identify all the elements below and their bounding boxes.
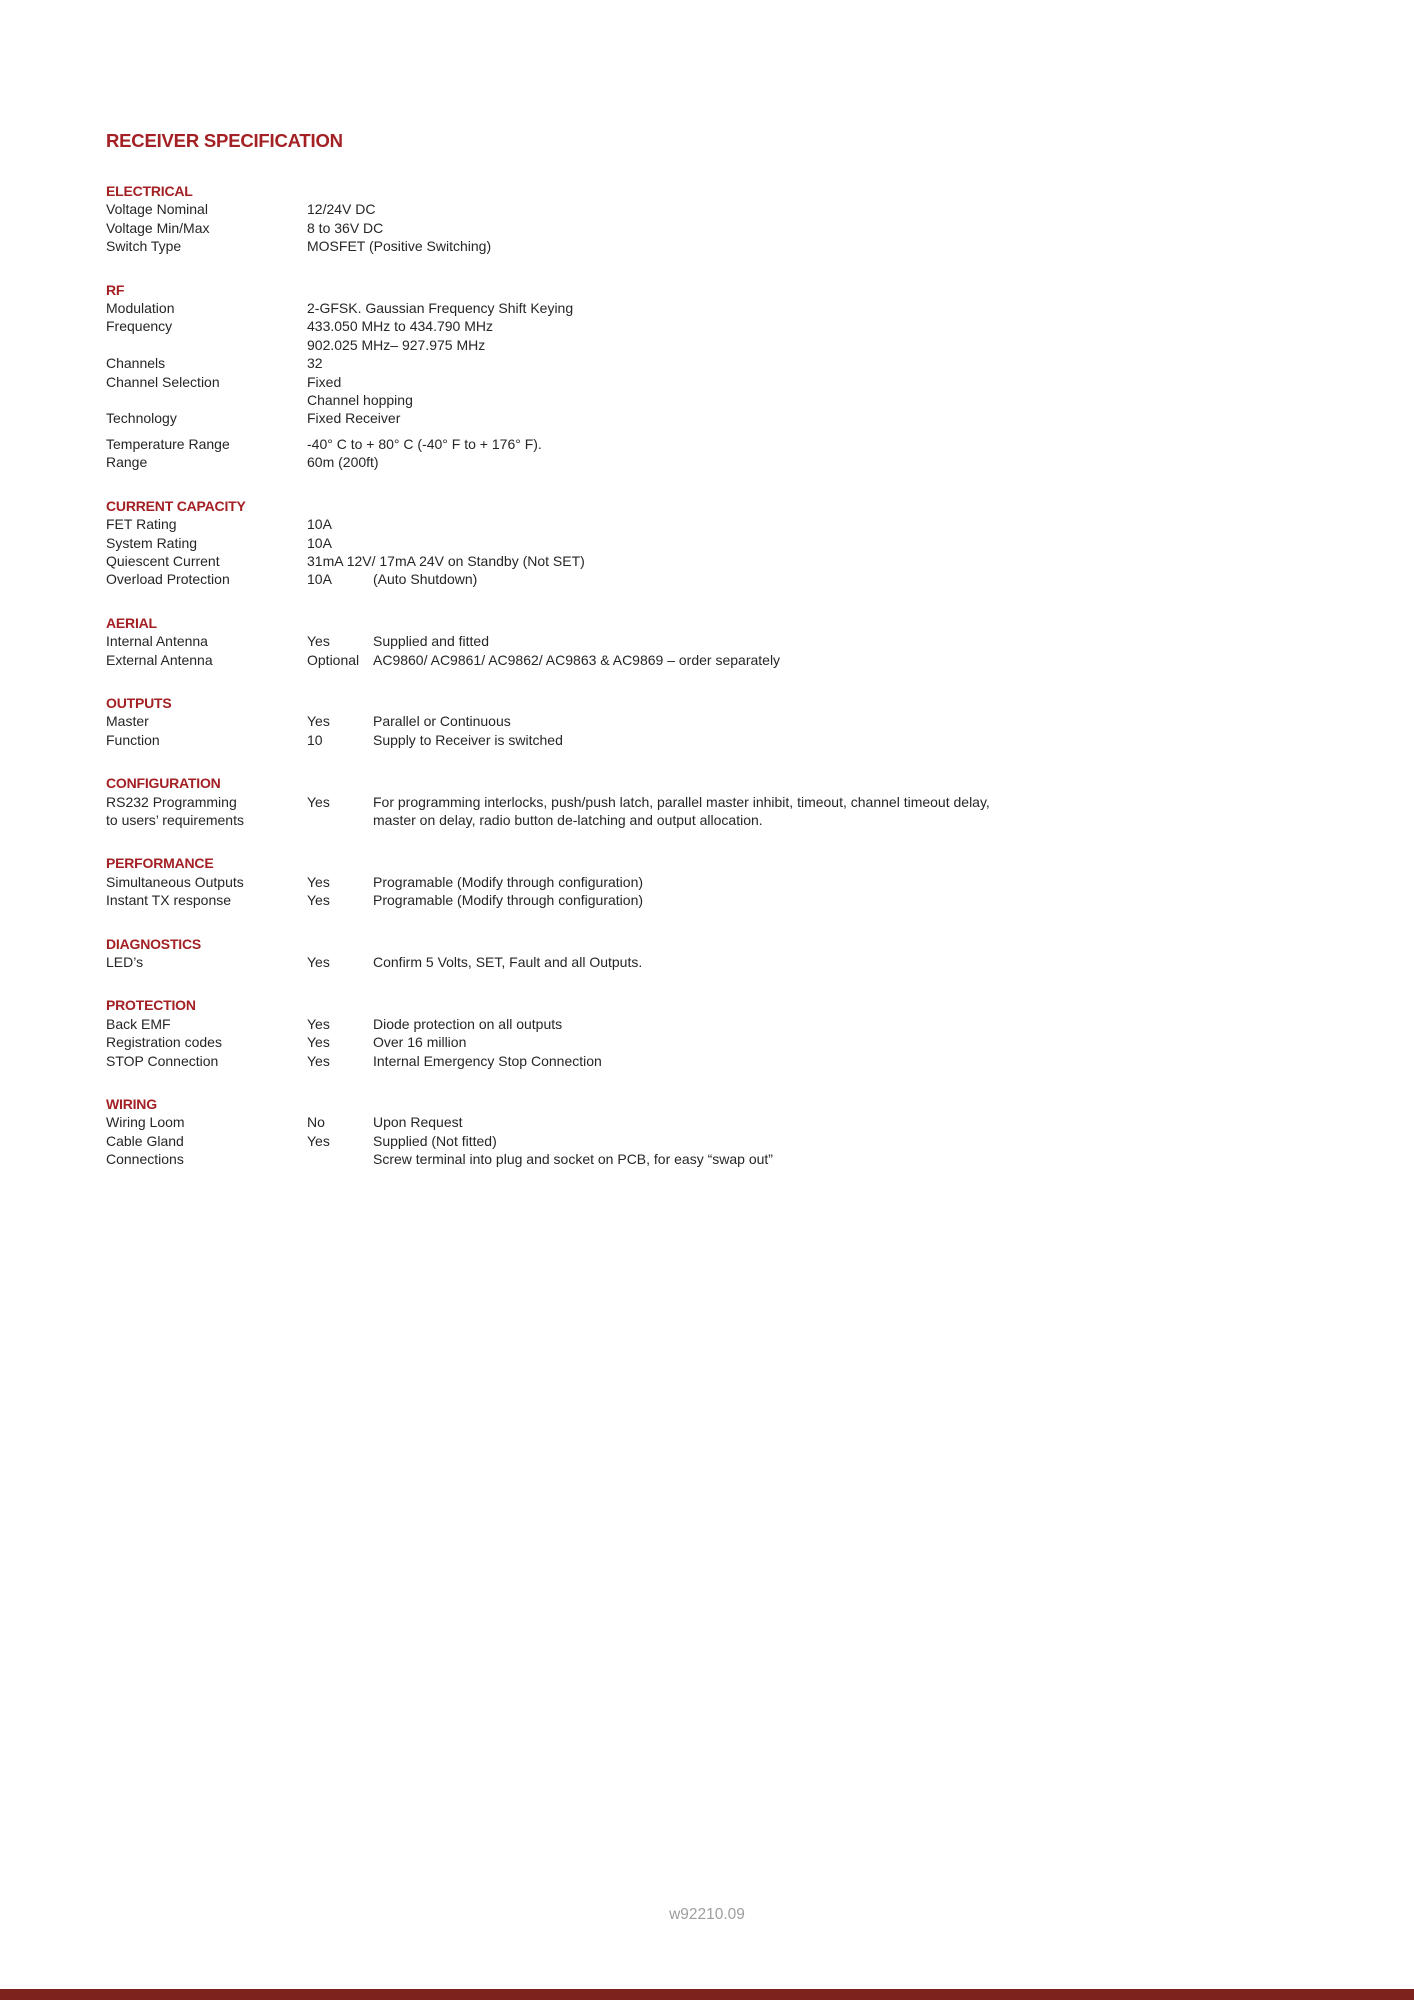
section-header-wiring: WIRING (106, 1096, 157, 1113)
spec-row (106, 731, 1364, 749)
spec-row (106, 1132, 1364, 1150)
spec-value: Yes (307, 1132, 330, 1149)
spec-value: Yes (307, 633, 330, 650)
spec-value: Yes (307, 1015, 330, 1032)
spec-label: Voltage Min/Max (106, 219, 210, 236)
section-configuration (106, 774, 1364, 829)
spec-value (307, 1150, 373, 1168)
spec-row (106, 219, 1364, 237)
spec-label: to users’ requirements (106, 811, 244, 828)
spec-row (106, 336, 1364, 354)
spec-label: Back EMF (106, 1015, 171, 1032)
spec-row (106, 570, 1364, 588)
spec-label (106, 391, 307, 409)
spec-label: FET Rating (106, 516, 177, 533)
spec-value: Yes (307, 873, 330, 890)
spec-row (106, 1052, 1364, 1070)
spec-value: 12/24V DC (307, 201, 376, 218)
footer-document-code: w92210.09 (669, 1906, 745, 1923)
page-title: RECEIVER SPECIFICATION (106, 130, 343, 151)
spec-label: Temperature Range (106, 435, 230, 452)
spec-desc (373, 515, 1364, 533)
spec-row (106, 1150, 1364, 1168)
spec-value: 10A (307, 534, 332, 551)
section-header-outputs: OUTPUTS (106, 694, 172, 711)
section-header-protection: PROTECTION (106, 997, 196, 1014)
spec-label: STOP Connection (106, 1052, 219, 1069)
spec-desc (373, 534, 1364, 552)
spec-desc: For programming interlocks, push/push latch, parallel master inhibit, timeout, channel timeout delay, (373, 793, 990, 810)
spec-value: Yes (307, 793, 330, 810)
spec-row (106, 1015, 1364, 1033)
spec-label: Overload Protection (106, 571, 230, 588)
spec-label: Function (106, 731, 160, 748)
spec-value: -40° C to + 80° C (-40° F to + 176° F). (307, 435, 542, 452)
section-header-electrical: ELECTRICAL (106, 183, 193, 199)
spec-value: Fixed Receiver (307, 410, 401, 427)
section-aerial (106, 614, 1364, 669)
section-outputs (106, 694, 1364, 749)
spec-desc (373, 237, 1364, 255)
spec-desc: Programable (Modify through configuration) (373, 873, 644, 890)
spec-label (106, 336, 307, 354)
spec-row (106, 391, 1364, 409)
spec-label: Range (106, 454, 148, 471)
spec-desc: Supplied and fitted (373, 633, 489, 650)
spec-desc: master on delay, radio button de-latching and output allocation. (373, 811, 763, 828)
spec-label: Voltage Nominal (106, 201, 208, 218)
spec-row (106, 453, 1364, 471)
spec-row (106, 237, 1364, 255)
spec-row (106, 712, 1364, 730)
spec-value: Yes (307, 892, 330, 909)
section-diagnostics (106, 935, 1364, 972)
spec-value: 8 to 36V DC (307, 219, 384, 236)
spec-desc: Over 16 million (373, 1034, 467, 1051)
spec-row (106, 793, 1364, 811)
spec-value: Yes (307, 1034, 330, 1051)
spec-value: 60m (200ft) (307, 454, 379, 471)
spec-row (106, 317, 1364, 335)
spec-label: Channels (106, 355, 166, 372)
spec-desc: Parallel or Continuous (373, 713, 511, 730)
section-header-rf: RF (106, 281, 125, 298)
spec-desc (373, 391, 1364, 409)
spec-row (106, 651, 1364, 669)
spec-value: 433.050 MHz to 434.790 MHz (307, 318, 493, 335)
section-performance (106, 854, 1364, 909)
spec-desc: Supplied (Not fitted) (373, 1132, 497, 1149)
spec-row (106, 953, 1364, 971)
spec-desc (373, 299, 1364, 317)
bottom-accent-bar (0, 1989, 1414, 2000)
spec-desc (373, 219, 1364, 237)
spec-row (106, 373, 1364, 391)
section-header-performance: PERFORMANCE (106, 855, 214, 872)
spec-desc: Programable (Modify through configuration) (373, 892, 644, 909)
spec-row (106, 409, 1364, 427)
spec-value: Yes (307, 713, 330, 730)
spec-desc (373, 409, 1364, 427)
spec-row (106, 299, 1364, 317)
spec-value: 10A (307, 516, 332, 533)
spec-label: Master (106, 713, 149, 730)
spec-value (307, 811, 373, 829)
spec-row (106, 200, 1364, 218)
spec-row (106, 873, 1364, 891)
spec-desc: Screw terminal into plug and socket on PCB, for easy “swap out” (373, 1151, 773, 1168)
spec-desc (373, 373, 1364, 391)
spec-desc (373, 354, 1364, 372)
spec-label: LED’s (106, 954, 144, 970)
spec-label: Frequency (106, 318, 173, 335)
spec-row (106, 552, 1364, 570)
spec-value: Channel hopping (307, 392, 413, 409)
spec-value: 31mA 12V/ 17mA 24V on Standby (Not SET) (307, 552, 585, 569)
spec-desc: Confirm 5 Volts, SET, Fault and all Outputs. (373, 954, 643, 970)
spec-label: Modulation (106, 300, 175, 317)
spec-value: 2-GFSK. Gaussian Frequency Shift Keying (307, 300, 574, 317)
spec-value: MOSFET (Positive Switching) (307, 238, 492, 255)
spec-label: External Antenna (106, 651, 213, 668)
spec-label: RS232 Programming (106, 793, 237, 810)
section-header-configuration: CONFIGURATION (106, 775, 221, 792)
spec-desc (373, 317, 1364, 335)
spec-row (106, 1033, 1364, 1051)
spec-row (106, 811, 1364, 829)
spec-desc: Upon Request (373, 1114, 463, 1131)
spec-desc (373, 200, 1364, 218)
spec-desc: Supply to Receiver is switched (373, 731, 563, 748)
spec-row (106, 354, 1364, 372)
spec-label: Cable Gland (106, 1132, 184, 1149)
spec-row (106, 515, 1364, 533)
section-header-aerial: AERIAL (106, 614, 157, 631)
spec-value: Optional (307, 651, 360, 668)
section-header-current-capacity: CURRENT CAPACITY (106, 497, 246, 514)
spec-sheet-content (106, 130, 1364, 1169)
spec-label: Quiescent Current (106, 552, 220, 569)
spec-desc (373, 453, 1364, 471)
section-header-diagnostics: DIAGNOSTICS (106, 935, 202, 952)
spec-desc: (Auto Shutdown) (373, 571, 478, 588)
spec-label: Wiring Loom (106, 1114, 185, 1131)
section-rf (106, 281, 1364, 472)
spec-desc (373, 552, 1364, 570)
spec-value: 902.025 MHz– 927.975 MHz (307, 336, 486, 353)
spec-label: Channel Selection (106, 373, 220, 390)
spec-label: Instant TX response (106, 892, 232, 909)
spec-value: Yes (307, 1052, 330, 1069)
section-wiring (106, 1095, 1364, 1169)
spec-desc (373, 336, 1364, 354)
section-electrical (106, 182, 1364, 256)
spec-label: Switch Type (106, 238, 182, 255)
spec-value: 10A (307, 571, 332, 588)
spec-value: No (307, 1114, 325, 1131)
spec-label: Simultaneous Outputs (106, 873, 244, 890)
spec-label: Technology (106, 410, 177, 427)
spec-label: System Rating (106, 534, 198, 551)
spec-row (106, 435, 1364, 453)
spec-row (106, 632, 1364, 650)
spec-desc: AC9860/ AC9861/ AC9862/ AC9863 & AC9869 – order separately (373, 651, 781, 668)
spec-desc (373, 435, 1364, 453)
spec-row (106, 534, 1364, 552)
section-protection (106, 996, 1364, 1070)
spec-value: 32 (307, 355, 323, 372)
section-current-capacity (106, 497, 1364, 589)
spec-label: Registration codes (106, 1034, 222, 1051)
spec-row (106, 891, 1364, 909)
spec-desc: Internal Emergency Stop Connection (373, 1052, 602, 1069)
spec-row (106, 1113, 1364, 1131)
spec-value: 10 (307, 731, 323, 748)
spec-label: Internal Antenna (106, 633, 208, 650)
spec-value: Yes (307, 954, 330, 970)
spec-label: Connections (106, 1151, 184, 1168)
spec-value: Fixed (307, 373, 342, 390)
spec-desc: Diode protection on all outputs (373, 1015, 563, 1032)
